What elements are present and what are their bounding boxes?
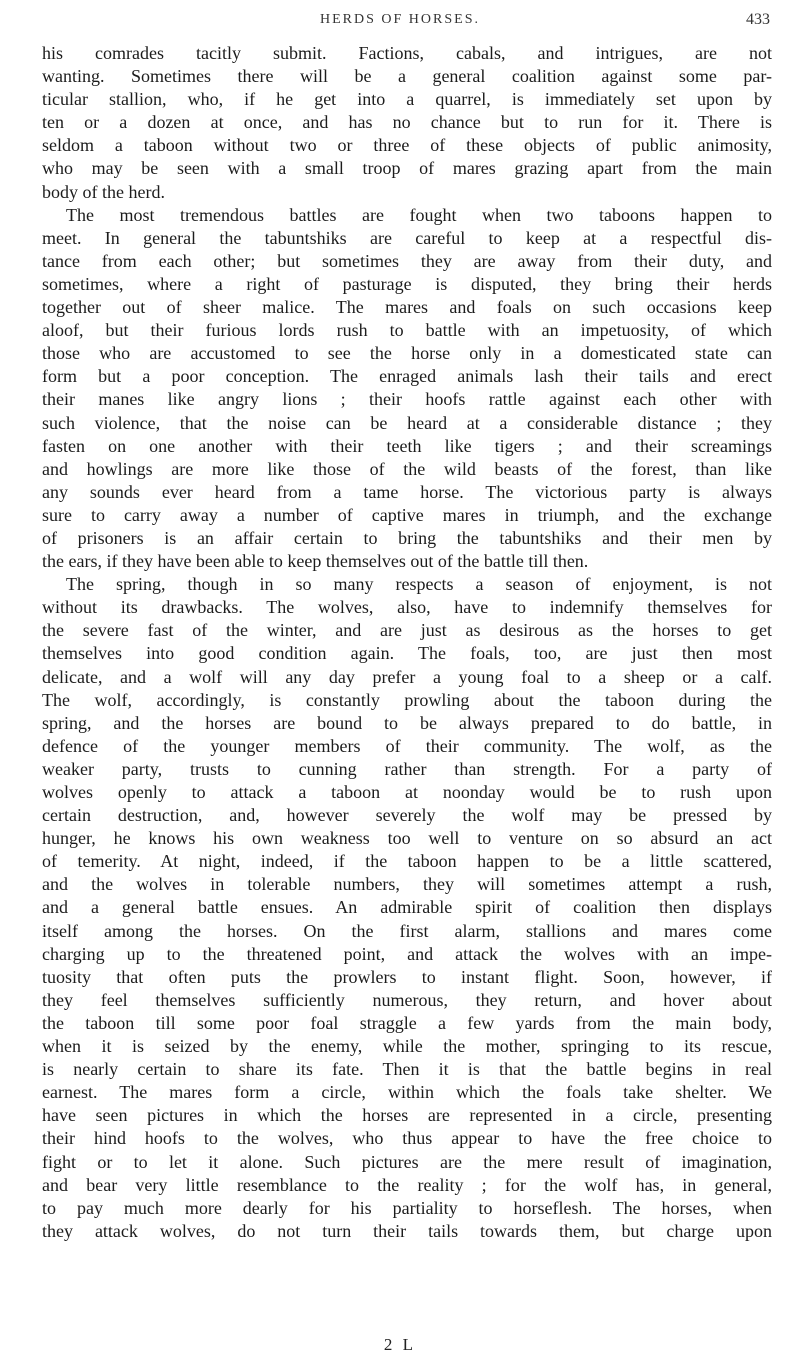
text-line: hunger, he knows his own weakness too well to venture on so absurd an act [42,828,772,849]
text-line: earnest. The mares form a circle, within which the foals take shelter. We [42,1082,772,1103]
text-line: to pay much more dearly for his partiality to horseflesh. The horses, when [42,1197,772,1218]
text-line: together out of sheer malice. The mares and foals on such occasions keep [42,297,772,318]
running-head-title: HERDS OF HORSES. [320,12,480,27]
text-line: their hind hoofs to the wolves, who thus appear to have the free choice to [42,1128,772,1149]
text-line: sure to carry away a number of captive mares in triumph, and the exchange [42,504,772,525]
text-line: itself among the horses. On the first alarm, stallions and mares come [42,920,772,941]
text-line: certain destruction, and, however severely the wolf may be pressed by [42,805,772,826]
text-line: and the wolves in tolerable numbers, they will sometimes attempt a rush, [42,874,772,895]
text-line: and howlings are more like those of the wild beasts of the forest, than like [42,458,772,479]
text-line: meet. In general the tabuntshiks are careful to keep at a respectful dis- [42,227,772,248]
text-line: is nearly certain to share its fate. Then it is that the battle begins in real [42,1059,772,1080]
text-line: aloof, but their furious lords rush to battle with an impetuosity, of which [42,320,772,341]
text-line: themselves into good condition again. The foals, too, are just then most [42,643,772,664]
text-line: of temerity. At night, indeed, if the taboon happen to be a little scattered, [42,851,772,872]
text-line: have seen pictures in which the horses are represented in a circle, presenting [42,1105,772,1126]
page-number: 433 [746,11,770,28]
text-line: they attack wolves, do not turn their tails towards them, but charge upon [42,1220,772,1241]
text-line: delicate, and a wolf will any day prefer a young foal to a sheep or a calf. [42,666,772,687]
text-line: they feel themselves sufficiently numerous, they return, and hover about [42,989,772,1010]
text-line: who may be seen with a small troop of mares grazing apart from the main [42,158,772,179]
text-line: seldom a taboon without two or three of these objects of public animosity, [42,135,772,156]
text-line: tuosity that often puts the prowlers to instant flight. Soon, however, if [42,966,772,987]
text-line: and bear very little resemblance to the reality ; for the wolf has, in general, [42,1174,772,1195]
text-line: when it is seized by the enemy, while the mother, springing to its rescue, [42,1036,772,1057]
text-line: weaker party, trusts to cunning rather than strength. For a party of [42,758,772,779]
text-line: tance from each other; but sometimes they are away from their duty, and [42,250,772,271]
text-line: any sounds ever heard from a tame horse. The victorious party is always [42,481,772,502]
text-line: the ears, if they have been able to keep themselves out of the battle till then. [42,551,589,572]
text-line: and a general battle ensues. An admirable spirit of coalition then displays [42,897,772,918]
text-line: fight or to let it alone. Such pictures are the mere result of imagination, [42,1151,772,1172]
text-line: body of the herd. [42,181,165,202]
body-text [42,42,772,1243]
text-line: such violence, that the noise can be heard at a considerable distance ; they [42,412,772,433]
text-line: wanting. Sometimes there will be a general coalition against some par- [42,66,772,87]
text-line: ten or a dozen at once, and has no chance but to run for it. There is [42,112,772,133]
text-line: the taboon till some poor foal straggle a few yards from the main body, [42,1012,772,1033]
text-line: The most tremendous battles are fought when two taboons happen to [66,204,772,225]
text-line: The wolf, accordingly, is constantly prowling about the taboon during the [42,689,772,710]
text-line: wolves openly to attack a taboon at noonday would be to rush upon [42,782,772,802]
text-line: his comrades tacitly submit. Factions, cabals, and intrigues, are not [42,43,772,63]
text-line: ticular stallion, who, if he get into a quarrel, is immediately set upon by [42,89,772,110]
text-line: sometimes, where a right of pasturage is disputed, they bring their herds [42,273,772,294]
text-line: the severe fast of the winter, and are just as desirous as the horses to get [42,620,772,641]
text-line: The spring, though in so many respects a season of enjoyment, is not [66,574,772,595]
text-line: spring, and the horses are bound to be always prepared to do battle, in [42,712,772,733]
text-line: those who are accustomed to see the horse only in a domesticated state can [42,343,772,364]
signature-mark: 2 L [383,1335,417,1354]
text-line: without its drawbacks. The wolves, also, have to indemnify themselves for [42,597,772,618]
text-line: form but a poor conception. The enraged animals lash their tails and erect [42,366,772,387]
text-line: fasten on one another with their teeth like tigers ; and their screamings [42,435,772,456]
text-line: of prisoners is an affair certain to bring the tabuntshiks and their men by [42,527,772,548]
text-line: their manes like angry lions ; their hoofs rattle against each other with [42,389,772,410]
running-head [0,8,800,34]
text-line: charging up to the threatened point, and attack the wolves with an impe- [42,943,772,964]
text-line: defence of the younger members of their community. The wolf, as the [42,735,772,756]
